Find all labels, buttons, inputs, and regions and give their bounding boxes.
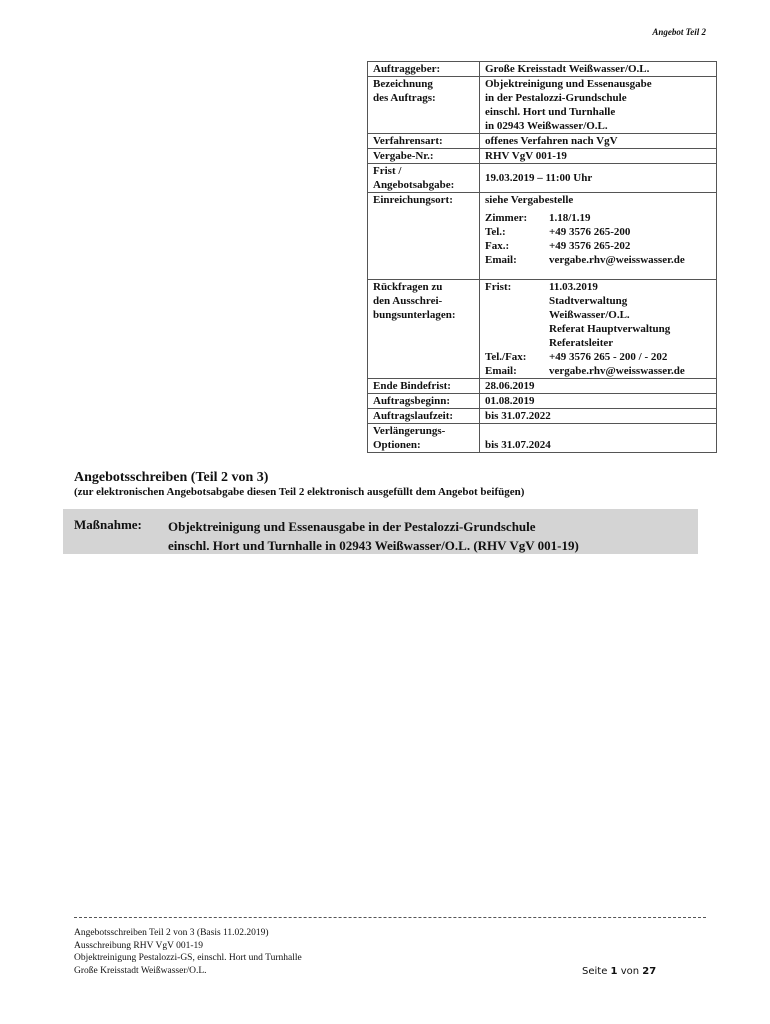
value-bezeichnung-line: Objektreinigung und Essenausgabe bbox=[485, 78, 652, 90]
row-bindefrist bbox=[368, 379, 717, 394]
label-bezeichnung-line: des Auftrags: bbox=[373, 92, 436, 104]
label-rueckfragen-line: bungsunterlagen: bbox=[373, 309, 456, 321]
label-auftragsbeginn: Auftragsbeginn: bbox=[368, 394, 480, 409]
value-laufzeit: bis 31.07.2022 bbox=[480, 409, 717, 424]
contact-key: Tel.: bbox=[485, 226, 506, 238]
row-einreichungsort bbox=[368, 193, 717, 280]
rueckfragen-email-value: vergabe.rhv@weisswasser.de bbox=[549, 365, 685, 377]
footer bbox=[74, 927, 302, 977]
row-vergabe-nr bbox=[368, 149, 717, 164]
label-laufzeit: Auftragslaufzeit: bbox=[368, 409, 480, 424]
contact-key: Fax.: bbox=[485, 240, 510, 252]
footer-line: Ausschreibung RHV VgV 001-19 bbox=[74, 940, 204, 951]
row-verlaengerung bbox=[368, 424, 717, 453]
page-number bbox=[582, 966, 656, 977]
row-bezeichnung bbox=[368, 77, 717, 134]
contact-email-value: vergabe.rhv@weisswasser.de bbox=[549, 254, 685, 266]
rueckfragen-frist-line: 11.03.2019 bbox=[549, 281, 598, 293]
page-total: 27 bbox=[642, 966, 657, 977]
measure-box bbox=[63, 509, 698, 554]
rueckfragen-email-key: Email: bbox=[485, 365, 517, 377]
footer-line: Große Kreisstadt Weißwasser/O.L. bbox=[74, 965, 207, 976]
label-vergabe-nr: Vergabe-Nr.: bbox=[368, 149, 480, 164]
rueckfragen-telfax-key: Tel./Fax: bbox=[485, 351, 527, 363]
value-frist: 19.03.2019 – 11:00 Uhr bbox=[480, 164, 717, 193]
rueckfragen-frist-line: Referatsleiter bbox=[549, 337, 614, 349]
footer-line: Objektreinigung Pestalozzi-GS, einschl. Hort und Turnhalle bbox=[74, 953, 302, 963]
contact-details bbox=[485, 211, 711, 267]
value-bezeichnung-line: einschl. Hort und Turnhalle bbox=[485, 106, 616, 118]
label-frist-line: Angebotsabgabe: bbox=[373, 179, 455, 191]
value-auftragsbeginn: 01.08.2019 bbox=[480, 394, 717, 409]
value-bindefrist: 28.06.2019 bbox=[480, 379, 717, 394]
value-vergabe-nr: RHV VgV 001-19 bbox=[480, 149, 717, 164]
label-einreichungsort: Einreichungsort: bbox=[368, 193, 480, 280]
label-verlaengerung bbox=[368, 424, 480, 453]
page-prefix: Seite bbox=[582, 966, 608, 977]
rueckfragen-frist-line: Stadtverwaltung bbox=[549, 295, 628, 307]
row-laufzeit bbox=[368, 409, 717, 424]
measure-line: Objektreinigung und Essenausgabe in der Pestalozzi-Grundschule bbox=[168, 519, 536, 534]
value-verfahrensart: offenes Verfahren nach VgV bbox=[480, 134, 717, 149]
row-frist bbox=[368, 164, 717, 193]
page-sep: von bbox=[620, 966, 640, 977]
page-current: 1 bbox=[610, 966, 618, 977]
contact-key: Zimmer: bbox=[485, 212, 528, 224]
value-bezeichnung-line: in 02943 Weißwasser/O.L. bbox=[485, 120, 608, 132]
value-einreichungsort bbox=[480, 193, 717, 280]
value-rueckfragen bbox=[480, 280, 717, 379]
contact-value: +49 3576 265-200 bbox=[549, 226, 631, 238]
label-frist-line: Frist / bbox=[373, 165, 402, 177]
row-verfahrensart bbox=[368, 134, 717, 149]
label-verlaengerung-line: Optionen: bbox=[373, 439, 421, 451]
rueckfragen-details bbox=[485, 280, 711, 378]
value-bezeichnung bbox=[480, 77, 717, 134]
contact-value: 1.18/1.19 bbox=[549, 212, 591, 224]
row-rueckfragen bbox=[368, 280, 717, 379]
footer-divider bbox=[74, 917, 706, 918]
rueckfragen-frist-key: Frist: bbox=[485, 281, 512, 293]
label-bezeichnung-line: Bezeichnung bbox=[373, 78, 433, 90]
contact-key: Email: bbox=[485, 254, 517, 266]
footer-line: Angebotsschreiben Teil 2 von 3 (Basis 11.02.2019) bbox=[74, 928, 269, 938]
header-doc-part: Angebot Teil 2 bbox=[652, 27, 706, 37]
page-title: Angebotsschreiben (Teil 2 von 3) bbox=[74, 470, 269, 485]
rueckfragen-frist-line: Weißwasser/O.L. bbox=[549, 309, 630, 321]
contact-value: +49 3576 265-202 bbox=[549, 240, 631, 252]
rueckfragen-frist-line: Referat Hauptverwaltung bbox=[549, 323, 671, 335]
rueckfragen-telfax-value: +49 3576 265 - 200 / - 202 bbox=[549, 351, 668, 363]
measure-label: Maßnahme: bbox=[74, 517, 142, 532]
value-bezeichnung-line: in der Pestalozzi-Grundschule bbox=[485, 92, 627, 104]
measure-line: einschl. Hort und Turnhalle in 02943 Weißwasser/O.L. (RHV VgV 001-19) bbox=[168, 538, 579, 553]
einreichungsort-text: siehe Vergabestelle bbox=[485, 194, 574, 206]
measure-text bbox=[168, 517, 579, 555]
value-verlaengerung: bis 31.07.2024 bbox=[480, 424, 717, 453]
label-bindefrist: Ende Bindefrist: bbox=[368, 379, 480, 394]
page-subtitle: (zur elektronischen Angebotsabgabe diesen Teil 2 elektronisch ausgefüllt dem Angebot beifügen) bbox=[74, 486, 525, 498]
row-auftraggeber bbox=[368, 62, 717, 77]
row-auftragsbeginn bbox=[368, 394, 717, 409]
label-bezeichnung bbox=[368, 77, 480, 134]
label-frist bbox=[368, 164, 480, 193]
value-auftraggeber: Große Kreisstadt Weißwasser/O.L. bbox=[480, 62, 717, 77]
label-auftraggeber: Auftraggeber: bbox=[368, 62, 480, 77]
label-rueckfragen bbox=[368, 280, 480, 379]
label-verlaengerung-line: Verlängerungs- bbox=[373, 425, 446, 437]
label-rueckfragen-line: Rückfragen zu bbox=[373, 281, 443, 293]
label-verfahrensart: Verfahrensart: bbox=[368, 134, 480, 149]
tender-info-table bbox=[367, 61, 717, 453]
label-rueckfragen-line: den Ausschrei- bbox=[373, 295, 443, 307]
